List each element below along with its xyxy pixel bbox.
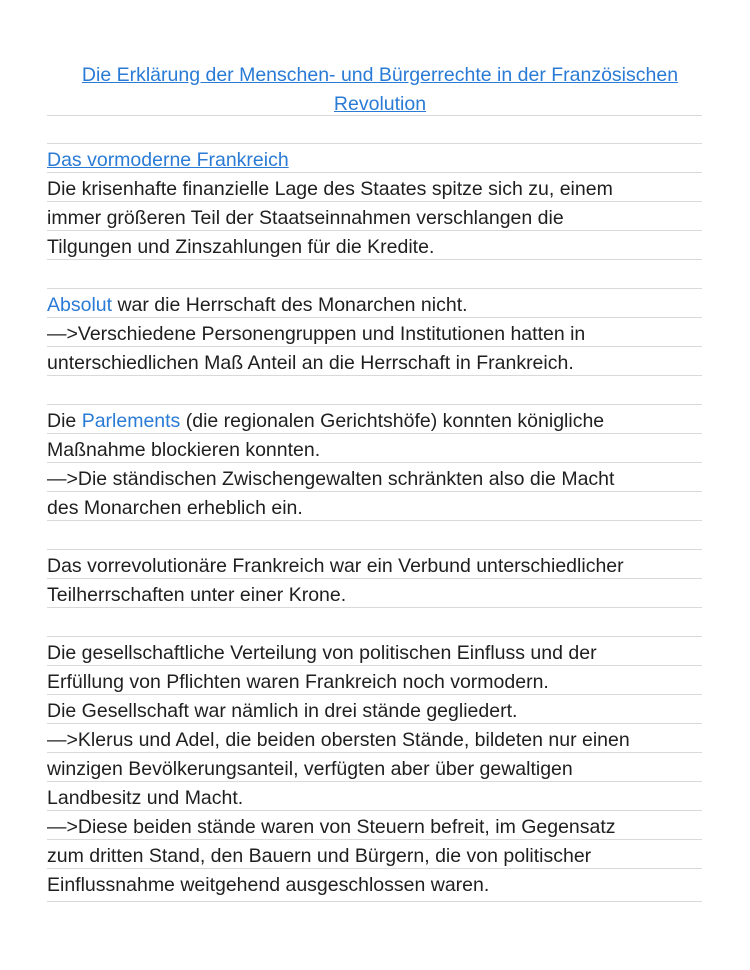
text-line: des Monarchen erheblich ein. — [47, 497, 303, 519]
blank-line — [47, 523, 717, 552]
text-line: —>Verschiedene Personengruppen und Institutionen hatten in — [47, 323, 586, 345]
keyword-absolut: Absolut — [47, 294, 113, 316]
text-line: Teilherrschaften unter einer Krone. — [47, 584, 347, 606]
text-line — [47, 407, 717, 436]
text-line: unterschiedlichen Maß Anteil an die Herrschaft in Frankreich. — [47, 352, 574, 374]
text-line: —>Diese beiden stände waren von Steuern befreit, im Gegensatz — [47, 816, 616, 838]
text-span: (die regionalen Gerichtshöfe) konnten königliche — [180, 410, 605, 432]
text-line — [47, 291, 717, 320]
blank-line — [47, 378, 717, 407]
text-line: zum dritten Stand, den Bauern und Bürgern, die von politischer — [47, 845, 592, 867]
rule-line — [47, 901, 702, 902]
text-line: winzigen Bevölkerungsanteil, verfügten aber über gewaltigen — [47, 758, 573, 780]
text-line: Maßnahme blockieren konnten. — [47, 439, 321, 461]
text-span: Die — [47, 410, 82, 432]
title-line: Die Erklärung der Menschen- und Bürgerrechte in der Französischen — [81, 64, 679, 86]
text-line: —>Klerus und Adel, die beiden obersten Stände, bildeten nur einen — [47, 729, 630, 751]
text-line: Landbesitz und Macht. — [47, 787, 244, 809]
blank-line — [47, 262, 717, 291]
section-heading: Das vormoderne Frankreich — [47, 149, 289, 171]
document-title — [40, 61, 720, 119]
text-span: war die Herrschaft des Monarchen nicht. — [112, 294, 468, 316]
text-line: Die krisenhafte finanzielle Lage des Staates spitze sich zu, einem — [47, 178, 613, 200]
text-line: Tilgungen und Zinszahlungen für die Kredite. — [47, 236, 435, 258]
rule-line — [47, 143, 702, 144]
text-line: immer größeren Teil der Staatseinnahmen verschlangen die — [47, 207, 564, 229]
text-line: Die Gesellschaft war nämlich in drei stände gegliedert. — [47, 700, 518, 722]
text-line: Erfüllung von Pflichten waren Frankreich noch vormodern. — [47, 671, 549, 693]
blank-line — [47, 610, 717, 639]
text-line: Einflussnahme weitgehend ausgeschlossen waren. — [47, 874, 490, 896]
text-line: —>Die ständischen Zwischengewalten schränkten also die Macht — [47, 468, 615, 490]
text-line: Das vorrevolutionäre Frankreich war ein Verbund unterschiedlicher — [47, 555, 624, 577]
keyword-parlements: Parlements — [81, 410, 181, 432]
text-line: Die gesellschaftliche Verteilung von politischen Einfluss und der — [47, 642, 597, 664]
title-line: Revolution — [333, 93, 427, 115]
document-body — [47, 146, 717, 900]
